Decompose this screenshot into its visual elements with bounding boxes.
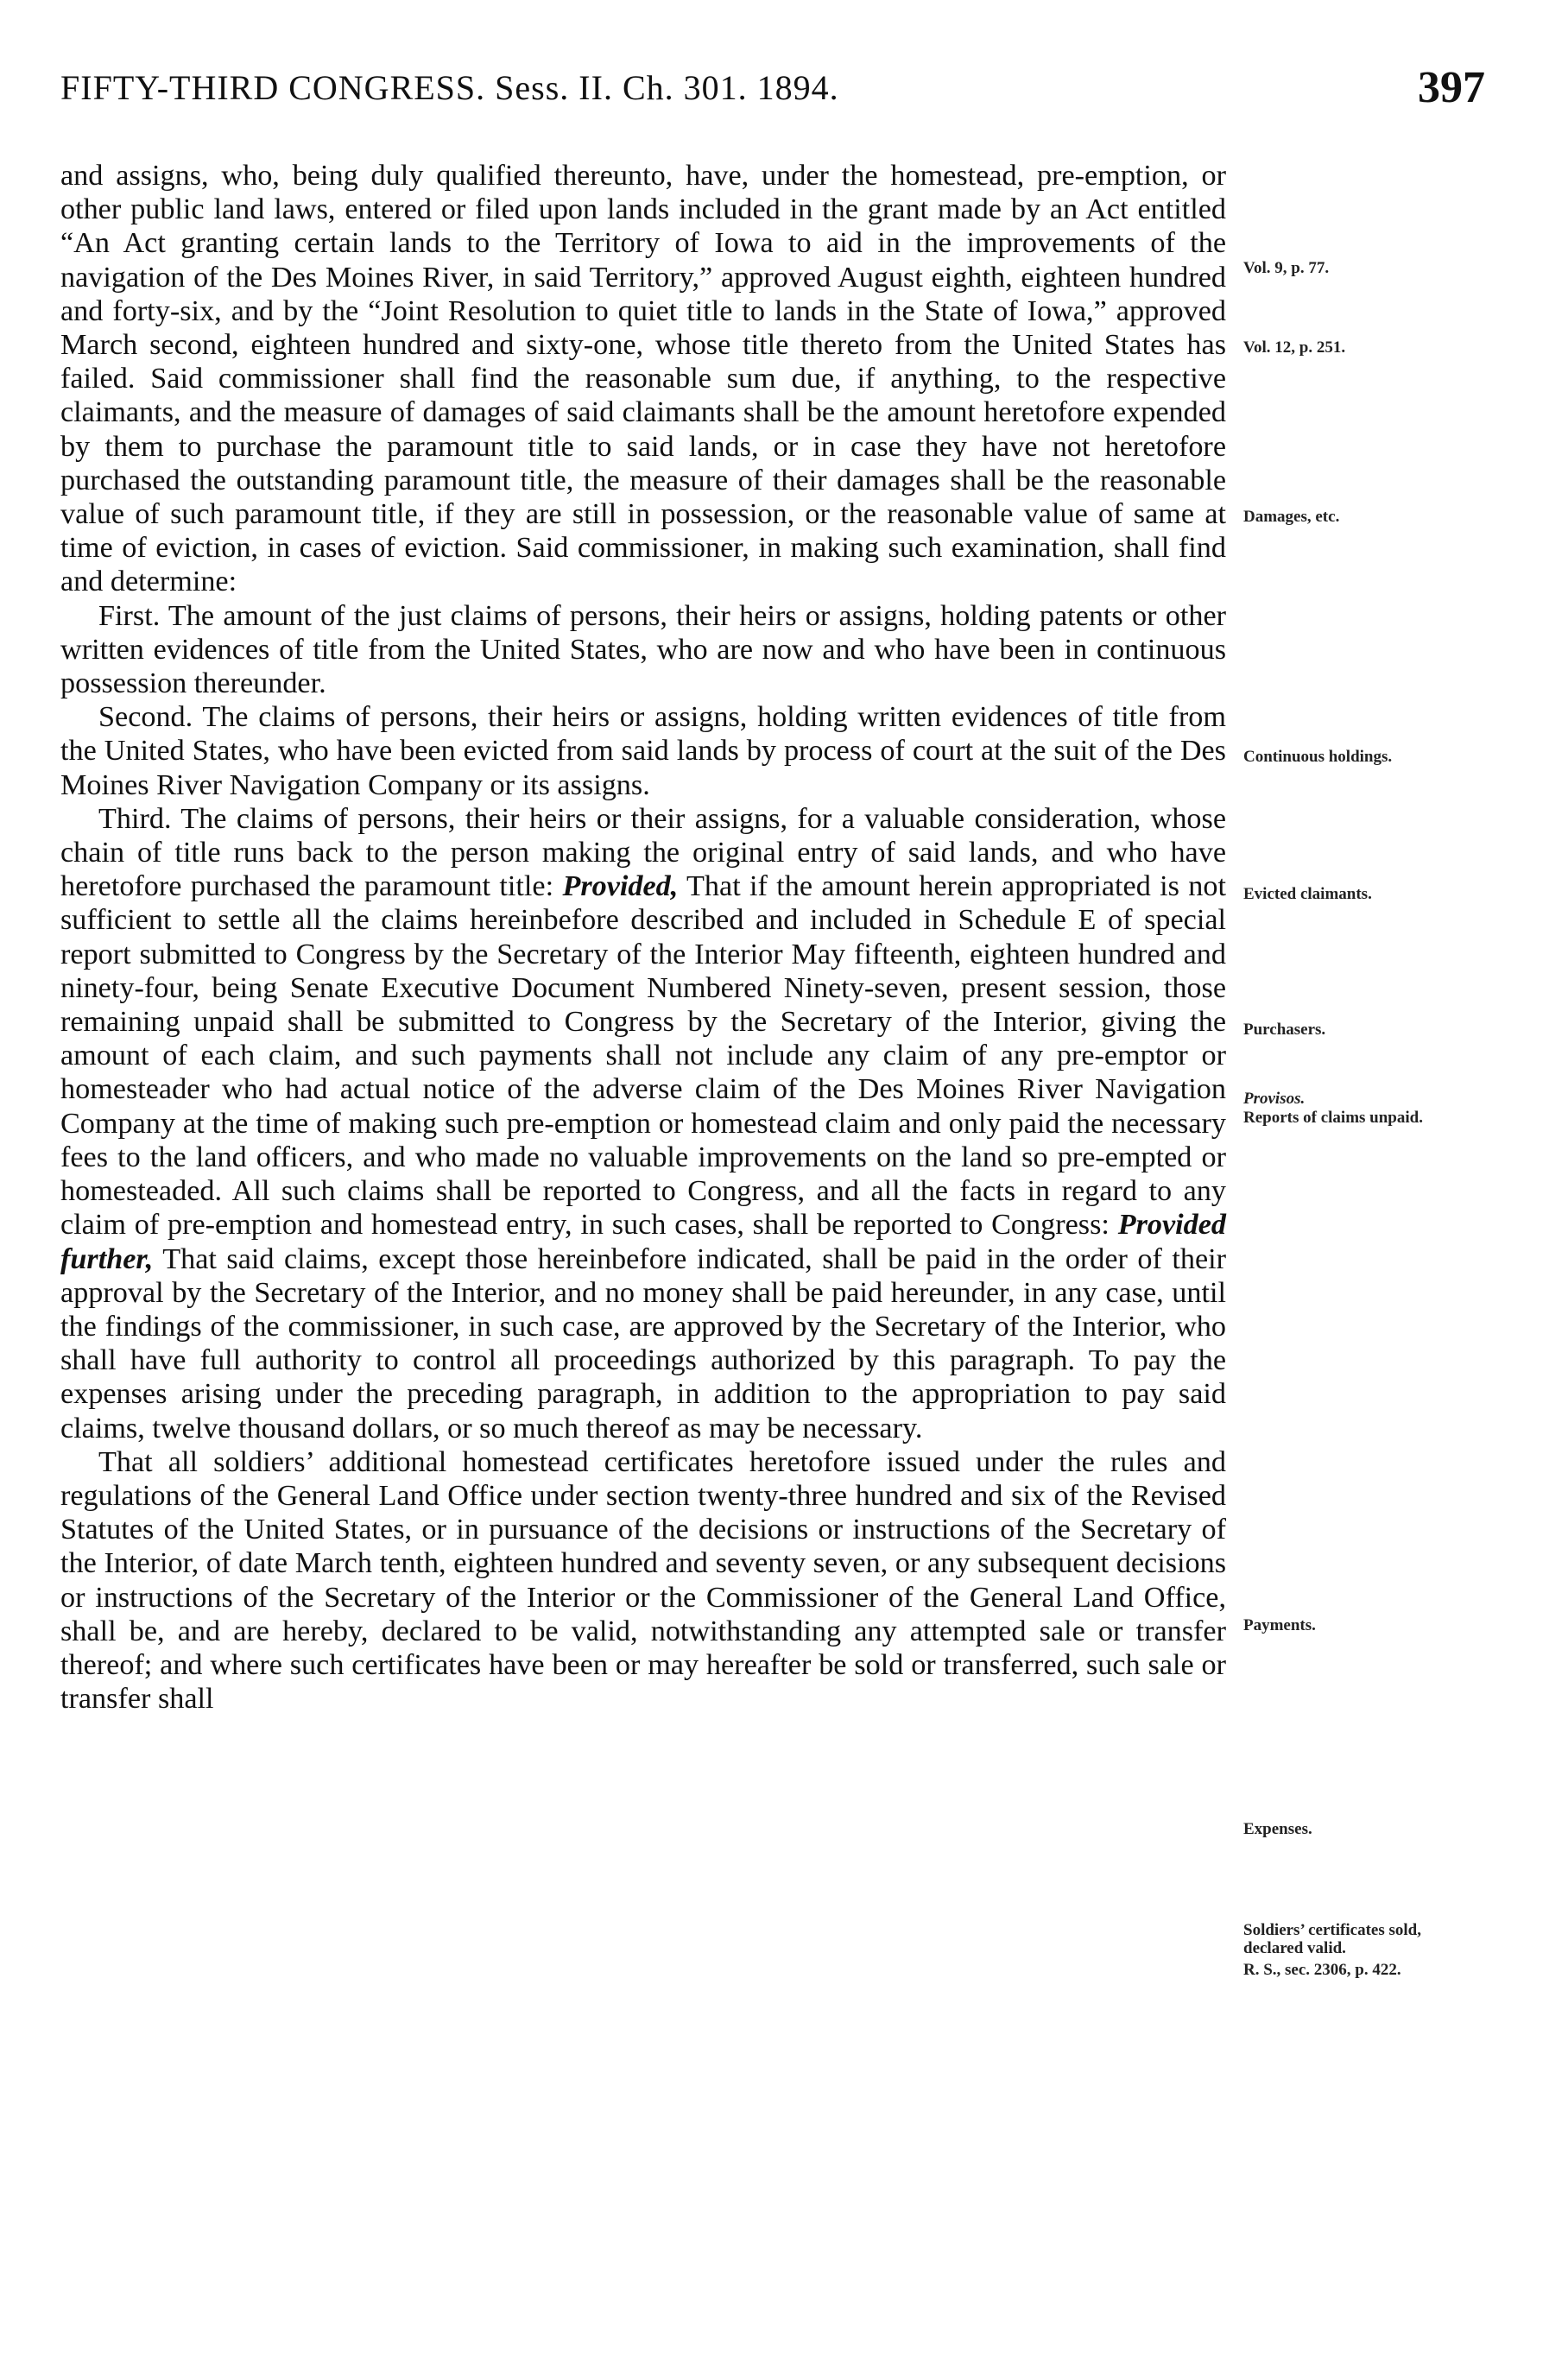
margin-note-vol9: Vol. 9, p. 77. (1243, 259, 1330, 277)
proviso-provided-further: Provided further, (60, 1209, 1227, 1275)
paragraph-third (60, 802, 1226, 1445)
margin-note-revised-statutes: R. S., sec. 2306, p. 422. (1243, 1961, 1401, 1979)
margin-note-expenses: Expenses. (1243, 1820, 1312, 1838)
paragraph-third-text-a: Third. The claims of persons, their heirs or their assigns, for a valuable consideration, whose chain of title runs back to the person making the original entry of said lands, and who have heretofore purchased the paramount title: (60, 802, 1226, 903)
paragraph-first: First. The amount of the just claims of persons, their heirs or assigns, holding patents or other written evidences of title from the United States, who are now and who have been in continuous possession thereunder. (60, 599, 1226, 700)
margin-note-provisos-label: Provisos. (1243, 1090, 1306, 1108)
page-number: 397 (1418, 63, 1485, 112)
margin-note-reports: Reports of claims unpaid. (1243, 1109, 1423, 1127)
margin-note-purchasers: Purchasers. (1243, 1021, 1326, 1039)
margin-note-provisos (1243, 1090, 1502, 1108)
margin-note-vol12: Vol. 12, p. 251. (1243, 338, 1346, 357)
proviso-provided: Provided, (562, 870, 679, 903)
paragraph-second: Second. The claims of persons, their heirs or assigns, holding written evidences of title from the United States, who have been evicted from said lands by process of court at the suit of the Des Moines River Navigation Company or its assigns. (60, 701, 1226, 801)
statute-body (60, 159, 1226, 1716)
margin-note-payments: Payments. (1243, 1616, 1316, 1634)
margin-note-continuous: Continuous holdings. (1243, 748, 1393, 766)
running-head: FIFTY-THIRD CONGRESS. Sess. II. Ch. 301. 1894. (60, 68, 839, 107)
paragraph-third-text-b: That if the amount herein appropriated is not sufficient to settle all the claims hereinbefore described and included in Schedule E of special report submitted to Congress by the Secretary of the Interior May fifteenth, eighteen hundred and ninety-four, being Senate Executive Document Numbered Ninety-seven, present session, those remaining unpaid shall be submitted to Congress by the Secretary of the Interior, giving the amount of each claim, and such payments shall not include any claim of any pre-emptor or homesteader who had actual notice of the adverse claim of the Des Moines River Navigation Company at the time of making such pre-emption or homestead claim and only paid the necessary fees to the land officers, and who made no valuable improvements on the land so pre-empted or homesteaded. All such claims shall be reported to Congress, and all the facts in regard to any claim of pre-emption and homestead entry, in such cases, shall be reported to Congress: (60, 870, 1226, 1242)
margin-note-evicted: Evicted claimants. (1243, 885, 1372, 903)
paragraph-soldiers-certificates: That all soldiers’ additional homestead certificates heretofore issued under the rules and regulations of the General Land Office under section twenty-three hundred and six of the Revised Statutes of the United States, or in pursuance of the decisions or instructions of the Secretary of the Interior, of date March tenth, eighteen hundred and seventy seven, or any subsequent decisions or instructions of the Secretary of the Interior or the Commissioner of the General Land Office, shall be, and are hereby, declared to be valid, notwithstanding any attempted sale or transfer thereof; and where such certificates have been or may hereafter be sold or transferred, such sale or transfer shall (60, 1445, 1226, 1716)
margin-note-damages: Damages, etc. (1243, 508, 1340, 526)
margin-note-soldiers: Soldiers’ certificates sold, declared valid. (1243, 1921, 1421, 1957)
page-header (60, 63, 1485, 119)
paragraph-third-text-c: That said claims, except those hereinbefore indicated, shall be paid in the order of their approval by the Secretary of the Interior, and no money shall be paid hereunder, in any case, until the findings of the commissioner, in such case, are approved by the Secretary of the Interior, who shall have full authority to control all proceedings authorized by this paragraph. To pay the expenses arising under the preceding paragraph, in addition to the appropriation to pay said claims, twelve thousand dollars, or so much thereof as may be necessary. (60, 1242, 1226, 1444)
paragraph-claimants: and assigns, who, being duly qualified thereunto, have, under the homestead, pre-emption, or other public land laws, entered or filed upon lands included in the grant made by an Act entitled “An Act granting certain lands to the Territory of Iowa to aid in the improvements of the navigation of the Des Moines River, in said Territory,” approved August eighth, eighteen hundred and forty-six, and by the “Joint Resolution to quiet title to lands in the State of Iowa,” approved March second, eighteen hundred and sixty-one, whose title thereto from the United States has failed. Said commissioner shall find the reasonable sum due, if anything, to the respective claimants, and the measure of damages of said claimants shall be the amount heretofore expended by them to purchase the paramount title to said lands, or in case they have not heretofore purchased the outstanding paramount title, the measure of their damages shall be the reasonable value of such paramount title, if they are still in possession, or the reasonable value of same at time of eviction, in cases of eviction. Said commissioner, in making such examination, shall find and determine: (60, 160, 1226, 598)
